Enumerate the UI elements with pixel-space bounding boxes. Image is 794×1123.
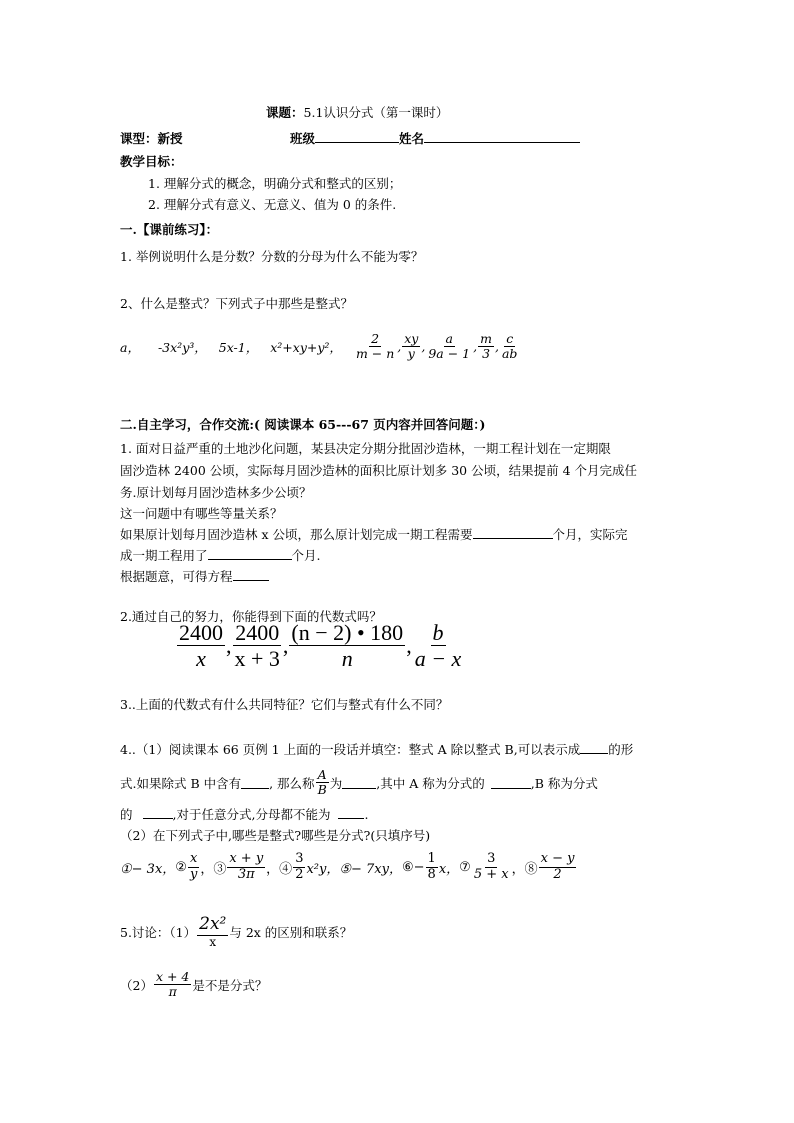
class-field[interactable] [290,129,580,147]
fraction [154,970,191,1000]
objective-item: 2. 理解分式有意义、无意义、值为 0 的条件. [148,197,397,212]
section1-heading: 一.【课前练习】： [120,222,219,237]
text-span: 5x-1， [218,339,259,355]
text-span: 如果原计划每月固沙造林 x 公顷，那么原计划完成一期工程需要 [120,527,473,542]
text-span: 班级 [290,131,316,146]
text-span: x²y， [306,861,340,877]
text-span: ⑤− 7xy， [339,861,402,877]
text-span: x + 3 [234,646,280,672]
question [120,970,267,1000]
text-span: c [506,331,514,346]
text-span: xy [404,331,419,346]
question: 2、什么是整式？下列式子中那些是整式？ [120,296,353,311]
question: 2.通过自己的努力，你能得到下面的代数式吗？ [120,609,382,624]
text-span: ⑥− [402,859,425,875]
objective-item: 1. 理解分式的概念，明确分式和整式的区别； [148,176,402,191]
question: 3..上面的代数式有什么共同特征？它们与整式有什么不同？ [120,697,449,712]
lesson-type: 课型：新授 [120,131,183,146]
fill-blank[interactable] [208,547,292,560]
paragraph-line [120,740,633,758]
text-span: 个月，实际完 [552,527,628,542]
text-span: x²+xy+y²， [270,339,342,355]
text-span: 9a − 1 [428,346,471,362]
text-span: x [196,646,206,672]
text-span: 3 [295,851,304,866]
text-span: (n − 2) • 180 [291,620,404,645]
fraction [426,332,472,362]
fill-blank[interactable] [233,568,269,581]
text-span: ,对于任意分式,分母都不能为 [172,807,331,822]
fraction [316,768,329,798]
paragraph-line: 固沙造林 2400 公顷，实际每月固沙造林的面积比原计划多 30 公顷，结果提前 4 个月完成任 [120,463,638,478]
text-span: 5.讨论：（1） [120,925,197,941]
fill-blank[interactable] [143,806,173,819]
name-blank[interactable] [424,130,580,143]
text-span: 的形 [608,742,634,757]
text-span: 3π [237,866,255,882]
text-span: 2400 [179,620,223,645]
text-span: 4..（1）阅读课本 66 页例 1 上面的一段话并填空：整式 A 除以整式 B,可以表示成 [120,742,581,757]
fraction [188,852,199,883]
text-span: ⑦ [459,859,471,875]
text-span: ,B 称为分式 [530,775,598,791]
fraction [293,852,305,883]
fraction [413,620,464,672]
class-blank[interactable] [315,130,399,143]
paragraph-line [120,768,598,798]
text-span: -3x²y³， [157,339,207,355]
text-span: 1 [427,851,436,866]
text-span: ，③ [200,861,227,877]
text-span: 5.1认识分式（第一课时） [303,105,449,120]
text-span: ①− 3x， [120,861,176,877]
text-span: ② [175,859,187,875]
text-span: ,其中 A 称为分式的 [376,775,485,791]
text-span: a， [120,339,140,355]
text-span: 课题： [266,105,304,120]
section2-heading: 二.自主学习，合作交流:( 阅读课本 65---67 页内容并回答问题：) [120,417,486,432]
question [120,915,352,949]
text-span: m − n [355,346,395,362]
fraction [500,332,519,362]
fraction [402,332,420,362]
fraction [354,332,396,362]
page-title [266,103,448,121]
fraction [539,852,577,883]
text-span: ，④ [266,861,293,877]
text-span: 3 [487,851,496,866]
text-span: 的 [120,807,133,822]
text-span: 与 2x 的区别和联系？ [229,925,353,941]
text-span: . [364,807,369,822]
text-span: n [341,646,353,672]
algebraic-expressions: $\frac{2400}{x}$ , $\frac{2400}{x + 3}$ , $\frac{(n - 2) • 180}{n}$ , $\frac{b}{a - x}$ [179,620,462,672]
text-span: 成一期工程用了 [120,548,208,563]
objectives-heading: 教学目标： [120,154,183,169]
text-span: x − y [540,851,575,866]
text-span: 根据题意，可得方程 [120,569,233,584]
paragraph-line [120,525,628,543]
fill-blank[interactable] [491,776,531,789]
fill-blank[interactable] [580,741,608,754]
fill-blank[interactable] [241,776,269,789]
fraction [478,332,494,362]
text-span: 是不是分式？ [192,977,268,993]
paragraph-line [120,546,321,564]
fraction [233,620,282,672]
fraction [289,620,405,672]
paragraph-line [120,805,368,823]
fraction [227,852,265,883]
paragraph-line: 这一问题中有哪些等量关系？ [120,506,283,521]
fraction [177,620,225,672]
expression-list [120,852,577,883]
text-span: a [445,331,453,346]
text-span: b [432,620,444,645]
text-span: 2 [295,866,304,882]
text-span: m [480,331,492,346]
fraction [426,852,438,883]
text-span: x + 4 [155,969,190,984]
text-span: x [209,934,217,949]
text-span: 2400 [235,620,280,645]
text-span: 姓名 [399,131,425,146]
fill-blank[interactable] [342,776,376,789]
text-span: 2 [553,866,562,882]
text-span: 2 [371,331,380,346]
text-span: x + y [229,851,264,866]
expression-list: a， -3x²y³， 5x-1， x²+xy+y²， $\frac{2}{m - n}$ , $\frac{xy}{y}$ , $\frac{a}{9a - 1}$ , $\frac{m}{3}$ , $\frac{c}{ab}$ [120,331,518,362]
text-span: ，⑧ [511,861,538,877]
question: （2）在下列式子中,哪些是整式?哪些是分式?(只填序号) [120,828,431,843]
text-span: 3 [482,346,491,362]
text-span: x [189,851,198,866]
text-span: 5 + x [473,866,509,882]
paragraph-line [120,567,269,585]
text-span: 为 [329,775,343,791]
text-span: y [189,866,198,882]
text-span: , 那么称 [269,775,315,791]
fill-blank[interactable] [473,526,553,539]
fraction [197,915,228,949]
paragraph-line: 1. 面对日益严重的土地沙化问题，某县决定分期分批固沙造林，一期工程计划在一定期限 [120,441,611,456]
text-span: x， [438,861,460,877]
text-span: 个月. [291,548,321,563]
text-span: ab [501,346,518,362]
text-span: 8 [427,866,436,882]
question: 1. 举例说明什么是分数？分数的分母为什么不能为零？ [120,249,424,264]
text-span: 2x² [199,914,227,934]
text-span: （2） [120,977,153,993]
fill-blank[interactable] [338,806,364,819]
text-span: B [317,782,327,798]
text-span: A [317,767,327,782]
text-span: π [168,984,177,1000]
text-span: a − x [414,646,462,672]
paragraph-line: 务.原计划每月固沙造林多少公顷？ [120,485,312,500]
text-span: 式.如果除式 B 中含有 [120,775,242,791]
fraction [472,852,511,883]
text-span: y [407,346,415,362]
